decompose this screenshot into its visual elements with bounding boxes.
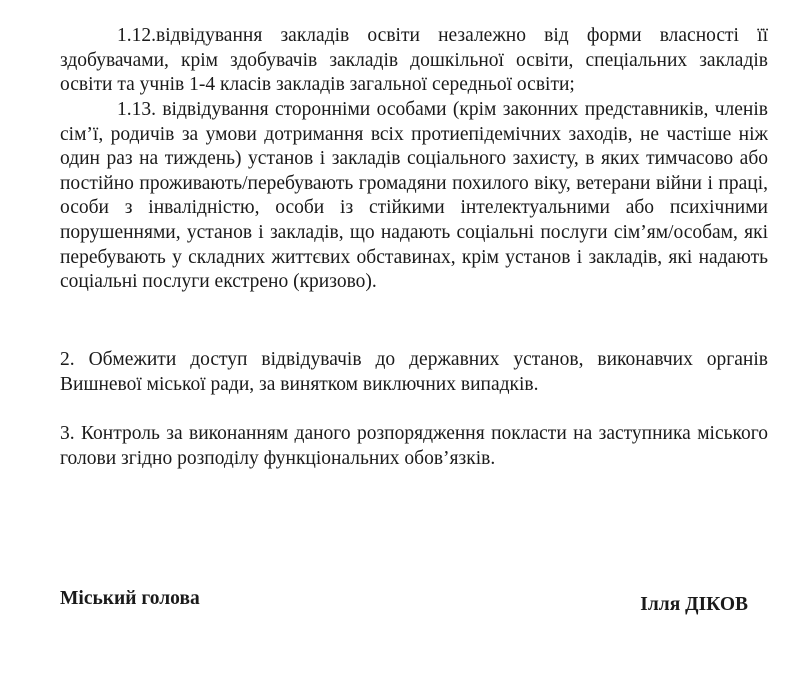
paragraph-2: 2. Обмежити доступ відвідувачів до державних установ, виконавчих органів Вишневої міської ради, за винятком виключних випадків. [60,349,768,395]
paragraph-1-12: 1.12.відвідування закладів освіти незалежно від форми власності її здобувачами, крім здобувачів закладів дошкільної освіти, спеціальних закладів освіти та учнів 1-4 класів закладів загальної середньої освіти; [60,25,768,96]
signature-position: Міський голова [60,588,200,609]
paragraph-1-13: 1.13. відвідування сторонніми особами (крім законних представників, членів сім’ї, родичів за умови дотримання всіх протиепідемічних заходів, не частіше ніж один раз на тиждень) установ і закладів соціального захисту, в яких тимчасово або постійно проживають/перебувають громадяни похилого віку, ветерани війни і праці, особи з інвалідністю, особи із стійкими інтелектуальними або психічними порушеннями, установ і закладів, що надають соціальні послуги сім’ям/особам, які перебувають у складних життєвих обставинах, крім установ і закладів, які надають соціальні послуги екстрено (кризово). [60,99,768,293]
signature-name: Ілля ДІКОВ [640,594,748,615]
paragraph-3: 3. Контроль за виконанням даного розпорядження покласти на заступника міського голови згідно розподілу функціональних обов’язків. [60,423,768,469]
